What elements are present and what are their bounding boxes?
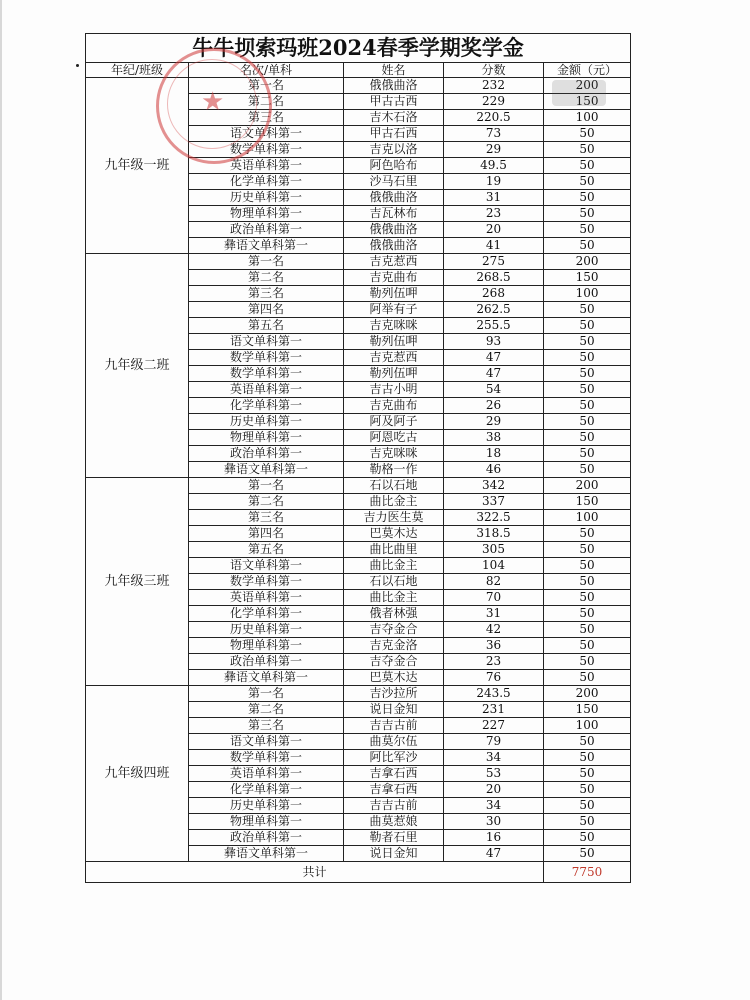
amount-cell: 50 [544, 430, 631, 446]
student-name-cell: 吉克以洛 [344, 142, 444, 158]
student-name-cell: 石以石地 [344, 574, 444, 590]
amount-cell: 50 [544, 654, 631, 670]
student-name-cell: 吉吉古前 [344, 798, 444, 814]
header-rank-subject: 名次/单科 [189, 63, 344, 78]
score-cell: 31 [444, 606, 544, 622]
student-name-cell: 吉拿石西 [344, 782, 444, 798]
rank-subject-cell: 彝语文单科第一 [189, 238, 344, 254]
score-cell: 93 [444, 334, 544, 350]
student-name-cell: 曲比曲里 [344, 542, 444, 558]
student-name-cell: 石以石地 [344, 478, 444, 494]
score-cell: 23 [444, 206, 544, 222]
amount-cell: 50 [544, 846, 631, 862]
score-cell: 38 [444, 430, 544, 446]
student-name-cell: 曲比金主 [344, 590, 444, 606]
amount-cell: 50 [544, 334, 631, 350]
student-name-cell: 吉古小明 [344, 382, 444, 398]
student-name-cell: 吉克曲布 [344, 398, 444, 414]
amount-cell: 50 [544, 446, 631, 462]
rank-subject-cell: 第一名 [189, 254, 344, 270]
student-name-cell: 阿色哈布 [344, 158, 444, 174]
score-cell: 275 [444, 254, 544, 270]
score-cell: 243.5 [444, 686, 544, 702]
score-cell: 42 [444, 622, 544, 638]
rank-subject-cell: 化学单科第一 [189, 606, 344, 622]
score-cell: 231 [444, 702, 544, 718]
header-score: 分数 [444, 63, 544, 78]
amount-cell: 50 [544, 670, 631, 686]
amount-cell: 50 [544, 830, 631, 846]
amount-cell: 50 [544, 158, 631, 174]
student-name-cell: 吉瓦林布 [344, 206, 444, 222]
rank-subject-cell: 化学单科第一 [189, 782, 344, 798]
student-name-cell: 俄者林强 [344, 606, 444, 622]
rank-subject-cell: 第一名 [189, 78, 344, 94]
score-cell: 29 [444, 414, 544, 430]
score-cell: 29 [444, 142, 544, 158]
rank-subject-cell: 第二名 [189, 94, 344, 110]
seal-star-icon: ★ [201, 87, 225, 117]
rank-subject-cell: 语文单科第一 [189, 334, 344, 350]
student-name-cell: 吉克金洛 [344, 638, 444, 654]
score-cell: 47 [444, 366, 544, 382]
amount-cell: 50 [544, 638, 631, 654]
score-cell: 337 [444, 494, 544, 510]
student-name-cell: 阿及阿子 [344, 414, 444, 430]
header-name: 姓名 [344, 63, 444, 78]
rank-subject-cell: 第五名 [189, 318, 344, 334]
score-cell: 46 [444, 462, 544, 478]
amount-cell: 50 [544, 382, 631, 398]
score-cell: 18 [444, 446, 544, 462]
amount-cell: 50 [544, 750, 631, 766]
student-name-cell: 吉拿石西 [344, 766, 444, 782]
amount-cell: 50 [544, 590, 631, 606]
rank-subject-cell: 英语单科第一 [189, 590, 344, 606]
student-name-cell: 吉克惹西 [344, 254, 444, 270]
score-cell: 30 [444, 814, 544, 830]
rank-subject-cell: 数学单科第一 [189, 142, 344, 158]
rank-subject-cell: 英语单科第一 [189, 158, 344, 174]
student-name-cell: 勒者石里 [344, 830, 444, 846]
student-name-cell: 勒列伍呷 [344, 286, 444, 302]
score-cell: 53 [444, 766, 544, 782]
rank-subject-cell: 语文单科第一 [189, 734, 344, 750]
student-name-cell: 吉夺金合 [344, 622, 444, 638]
score-cell: 268.5 [444, 270, 544, 286]
amount-cell: 100 [544, 510, 631, 526]
page-title: 牛牛坝索玛班2024春季学期奖学金 [86, 34, 631, 63]
amount-cell: 50 [544, 558, 631, 574]
amount-cell: 50 [544, 302, 631, 318]
amount-cell: 50 [544, 142, 631, 158]
amount-cell: 50 [544, 190, 631, 206]
amount-cell: 50 [544, 734, 631, 750]
score-cell: 73 [444, 126, 544, 142]
amount-cell: 200 [544, 478, 631, 494]
score-cell: 104 [444, 558, 544, 574]
amount-cell: 150 [544, 702, 631, 718]
rank-subject-cell: 第四名 [189, 526, 344, 542]
table-row [86, 78, 631, 94]
student-name-cell: 说日金知 [344, 702, 444, 718]
title-row [86, 34, 631, 63]
score-cell: 34 [444, 750, 544, 766]
student-name-cell: 曲比金主 [344, 558, 444, 574]
rank-subject-cell: 第三名 [189, 286, 344, 302]
table-row [86, 686, 631, 702]
rank-subject-cell: 政治单科第一 [189, 830, 344, 846]
student-name-cell: 甲古古西 [344, 94, 444, 110]
student-name-cell: 曲比金主 [344, 494, 444, 510]
amount-cell: 50 [544, 238, 631, 254]
rank-subject-cell: 物理单科第一 [189, 430, 344, 446]
student-name-cell: 俄俄曲洛 [344, 78, 444, 94]
amount-cell: 50 [544, 318, 631, 334]
score-cell: 305 [444, 542, 544, 558]
amount-cell: 200 [544, 686, 631, 702]
amount-cell: 100 [544, 718, 631, 734]
score-cell: 23 [444, 654, 544, 670]
rank-subject-cell: 语文单科第一 [189, 126, 344, 142]
amount-cell: 50 [544, 398, 631, 414]
class-name-cell: 九年级四班 [86, 686, 189, 862]
score-cell: 229 [444, 94, 544, 110]
score-cell: 82 [444, 574, 544, 590]
class-name-cell: 九年级二班 [86, 254, 189, 478]
total-row [86, 862, 631, 883]
score-cell: 232 [444, 78, 544, 94]
amount-cell: 150 [544, 494, 631, 510]
student-name-cell: 吉克惹西 [344, 350, 444, 366]
rank-subject-cell: 第一名 [189, 478, 344, 494]
header-amount: 金额（元） [544, 63, 631, 78]
rank-subject-cell: 彝语文单科第一 [189, 846, 344, 862]
rank-subject-cell: 第三名 [189, 718, 344, 734]
student-name-cell: 吉克曲布 [344, 270, 444, 286]
score-cell: 36 [444, 638, 544, 654]
student-name-cell: 勒列伍呷 [344, 334, 444, 350]
amount-cell: 50 [544, 574, 631, 590]
amount-cell: 50 [544, 814, 631, 830]
rank-subject-cell: 历史单科第一 [189, 622, 344, 638]
rank-subject-cell: 物理单科第一 [189, 638, 344, 654]
amount-cell: 50 [544, 414, 631, 430]
student-name-cell: 曲莫惹娘 [344, 814, 444, 830]
amount-cell: 50 [544, 126, 631, 142]
score-cell: 70 [444, 590, 544, 606]
amount-cell: 50 [544, 766, 631, 782]
student-name-cell: 俄俄曲洛 [344, 238, 444, 254]
rank-subject-cell: 第三名 [189, 110, 344, 126]
rank-subject-cell: 物理单科第一 [189, 814, 344, 830]
score-cell: 41 [444, 238, 544, 254]
score-cell: 318.5 [444, 526, 544, 542]
score-cell: 16 [444, 830, 544, 846]
student-name-cell: 甲古石西 [344, 126, 444, 142]
scan-edge [0, 0, 2, 1000]
amount-cell: 50 [544, 542, 631, 558]
student-name-cell: 巴莫木达 [344, 526, 444, 542]
rank-subject-cell: 彝语文单科第一 [189, 462, 344, 478]
rank-subject-cell: 化学单科第一 [189, 174, 344, 190]
amount-cell: 50 [544, 350, 631, 366]
rank-subject-cell: 数学单科第一 [189, 750, 344, 766]
student-name-cell: 吉力医生莫 [344, 510, 444, 526]
rank-subject-cell: 第一名 [189, 686, 344, 702]
student-name-cell: 勒格一作 [344, 462, 444, 478]
class-name-cell: 九年级一班 [86, 78, 189, 254]
student-name-cell: 阿恩吃古 [344, 430, 444, 446]
amount-cell: 50 [544, 798, 631, 814]
table-row [86, 254, 631, 270]
rank-subject-cell: 第五名 [189, 542, 344, 558]
score-cell: 26 [444, 398, 544, 414]
rank-subject-cell: 第三名 [189, 510, 344, 526]
amount-cell: 50 [544, 222, 631, 238]
rank-subject-cell: 英语单科第一 [189, 382, 344, 398]
amount-cell: 50 [544, 462, 631, 478]
total-amount: 7750 [544, 862, 631, 883]
ink-dot [76, 64, 79, 67]
score-cell: 342 [444, 478, 544, 494]
student-name-cell: 吉克咪咪 [344, 318, 444, 334]
rank-subject-cell: 英语单科第一 [189, 766, 344, 782]
score-cell: 34 [444, 798, 544, 814]
amount-cell: 50 [544, 366, 631, 382]
score-cell: 262.5 [444, 302, 544, 318]
student-name-cell: 阿比军沙 [344, 750, 444, 766]
rank-subject-cell: 数学单科第一 [189, 350, 344, 366]
score-cell: 79 [444, 734, 544, 750]
rank-subject-cell: 数学单科第一 [189, 366, 344, 382]
student-name-cell: 曲莫尔伍 [344, 734, 444, 750]
rank-subject-cell: 第二名 [189, 270, 344, 286]
rank-subject-cell: 第二名 [189, 702, 344, 718]
score-cell: 20 [444, 782, 544, 798]
score-cell: 47 [444, 350, 544, 366]
amount-cell: 150 [544, 94, 631, 110]
score-cell: 49.5 [444, 158, 544, 174]
score-cell: 322.5 [444, 510, 544, 526]
table-body [86, 34, 631, 883]
total-label: 共计 [86, 862, 544, 883]
score-cell: 19 [444, 174, 544, 190]
amount-cell: 50 [544, 174, 631, 190]
amount-cell: 50 [544, 206, 631, 222]
rank-subject-cell: 第四名 [189, 302, 344, 318]
rank-subject-cell: 历史单科第一 [189, 414, 344, 430]
student-name-cell: 吉吉古前 [344, 718, 444, 734]
header-grade-class: 年纪/班级 [86, 63, 189, 78]
score-cell: 47 [444, 846, 544, 862]
rank-subject-cell: 物理单科第一 [189, 206, 344, 222]
rank-subject-cell: 历史单科第一 [189, 190, 344, 206]
student-name-cell: 阿举有子 [344, 302, 444, 318]
ink-smudge [552, 80, 606, 106]
score-cell: 220.5 [444, 110, 544, 126]
rank-subject-cell: 语文单科第一 [189, 558, 344, 574]
student-name-cell: 勒列伍呷 [344, 366, 444, 382]
amount-cell: 200 [544, 78, 631, 94]
table-row [86, 478, 631, 494]
amount-cell: 200 [544, 254, 631, 270]
scholarship-table [85, 33, 631, 883]
student-name-cell: 巴莫木达 [344, 670, 444, 686]
amount-cell: 50 [544, 526, 631, 542]
amount-cell: 100 [544, 286, 631, 302]
student-name-cell: 吉沙拉所 [344, 686, 444, 702]
student-name-cell: 吉夺金合 [344, 654, 444, 670]
rank-subject-cell: 政治单科第一 [189, 446, 344, 462]
score-cell: 76 [444, 670, 544, 686]
rank-subject-cell: 历史单科第一 [189, 798, 344, 814]
amount-cell: 50 [544, 606, 631, 622]
amount-cell: 100 [544, 110, 631, 126]
rank-subject-cell: 政治单科第一 [189, 222, 344, 238]
score-cell: 227 [444, 718, 544, 734]
student-name-cell: 俄俄曲洛 [344, 222, 444, 238]
rank-subject-cell: 数学单科第一 [189, 574, 344, 590]
student-name-cell: 俄俄曲洛 [344, 190, 444, 206]
class-name-cell: 九年级三班 [86, 478, 189, 686]
student-name-cell: 沙马石里 [344, 174, 444, 190]
rank-subject-cell: 第二名 [189, 494, 344, 510]
score-cell: 255.5 [444, 318, 544, 334]
amount-cell: 150 [544, 270, 631, 286]
rank-subject-cell: 化学单科第一 [189, 398, 344, 414]
score-cell: 54 [444, 382, 544, 398]
student-name-cell: 吉木石洛 [344, 110, 444, 126]
header-row [86, 63, 631, 78]
score-cell: 268 [444, 286, 544, 302]
score-cell: 20 [444, 222, 544, 238]
student-name-cell: 说日金知 [344, 846, 444, 862]
student-name-cell: 吉克咪咪 [344, 446, 444, 462]
amount-cell: 50 [544, 782, 631, 798]
rank-subject-cell: 政治单科第一 [189, 654, 344, 670]
rank-subject-cell: 彝语文单科第一 [189, 670, 344, 686]
amount-cell: 50 [544, 622, 631, 638]
score-cell: 31 [444, 190, 544, 206]
